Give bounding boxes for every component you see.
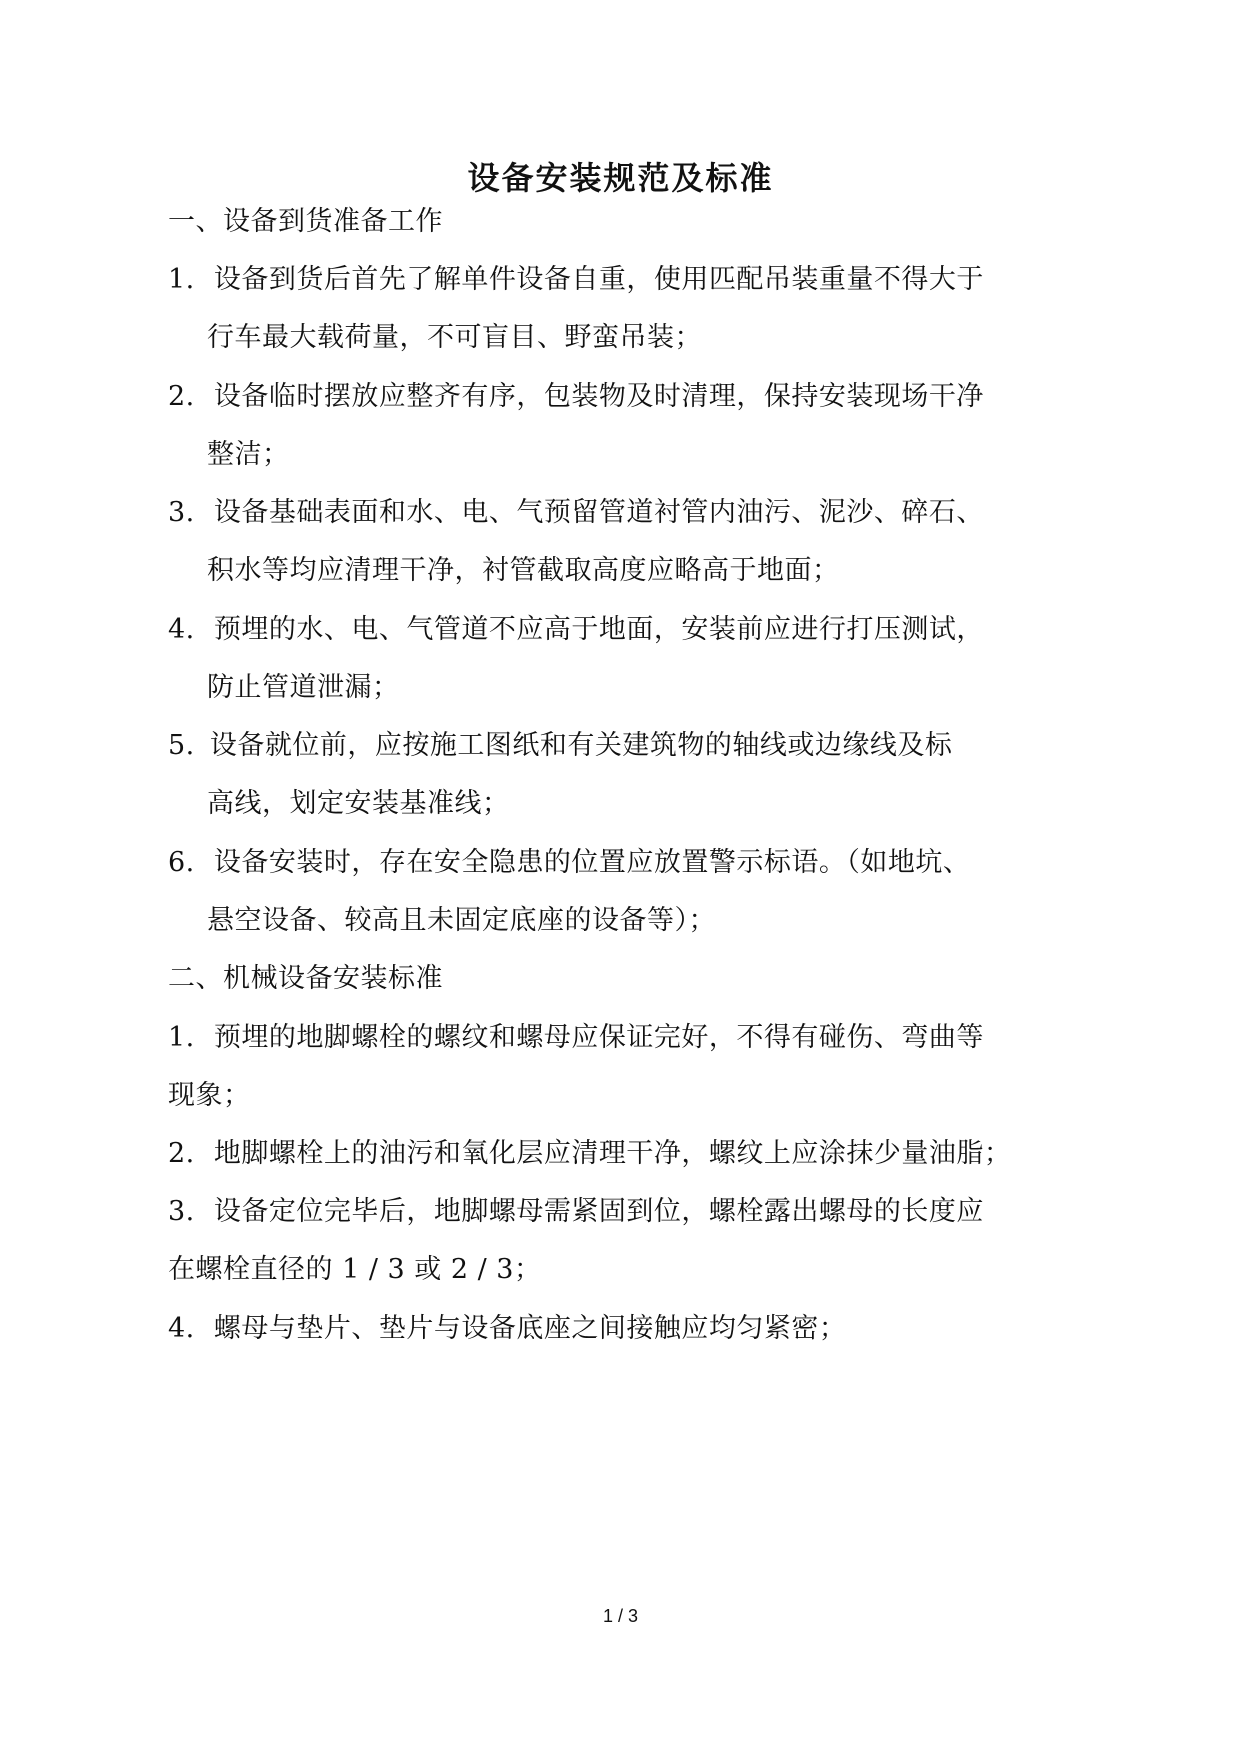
list-item-1-5-cont: 高线，划定安装基准线； <box>207 788 510 819</box>
list-item-1-3-cont: 积水等均应清理干净，衬管截取高度应略高于地面； <box>207 555 840 586</box>
list-item-2-4 <box>168 1312 846 1346</box>
section-heading-2: 二、机械设备安装标准 <box>168 963 443 994</box>
item-number: 4. <box>168 614 195 645</box>
item-text: 设备定位完毕后，地脚螺母需紧固到位，螺栓露出螺母的长度应 <box>213 1196 984 1227</box>
item-number: 6. <box>168 847 195 878</box>
list-item-2-3 <box>168 1195 984 1229</box>
item-number: 2. <box>168 1138 195 1169</box>
list-item-1-2-cont: 整洁； <box>207 439 290 470</box>
list-item-1-1 <box>168 263 984 297</box>
list-item-1-2 <box>168 380 984 414</box>
list-item-2-1 <box>168 1021 984 1055</box>
item-number: 3. <box>168 497 195 528</box>
list-item-1-6-cont: 悬空设备、较高且未固定底座的设备等）； <box>207 905 716 936</box>
item-number: 1. <box>168 264 195 295</box>
item-number: 4. <box>168 1313 195 1344</box>
item-number: 1. <box>168 1022 195 1053</box>
item-text: 地脚螺栓上的油污和氧化层应清理干净，螺纹上应涂抹少量油脂； <box>213 1138 1012 1169</box>
section-heading-1: 一、设备到货准备工作 <box>168 206 443 237</box>
item-text: 预埋的地脚螺栓的螺纹和螺母应保证完好，不得有碰伤、弯曲等 <box>213 1022 984 1053</box>
item-text: 螺母与垫片、垫片与设备底座之间接触应均匀紧密； <box>213 1313 847 1344</box>
item-text: 设备基础表面和水、电、气预留管道衬管内油污、泥沙、碎石、 <box>213 497 984 528</box>
page-number: 1 / 3 <box>602 1606 639 1626</box>
item-text: 设备就位前，应按施工图纸和有关建筑物的轴线或边缘线及标 <box>209 730 953 761</box>
item-text: 设备安装时，存在安全隐患的位置应放置警示标语。（如地坑、 <box>213 847 971 878</box>
item-number: 5. <box>168 730 195 761</box>
document-title: 设备安装规范及标准 <box>467 159 774 197</box>
list-item-1-6 <box>168 846 970 880</box>
list-item-2-1-cont: 现象； <box>168 1080 251 1111</box>
item-text: 设备到货后首先了解单件设备自重，使用匹配吊装重量不得大于 <box>213 264 984 295</box>
item-text: 预埋的水、电、气管道不应高于地面，安装前应进行打压测试， <box>213 614 984 645</box>
list-item-1-3 <box>168 496 984 530</box>
item-text: 设备临时摆放应整齐有序，包装物及时清理，保持安装现场干净 <box>213 381 984 412</box>
list-item-1-4-cont: 防止管道泄漏； <box>207 672 400 703</box>
list-item-1-4 <box>168 613 984 647</box>
list-item-1-5 <box>168 729 952 763</box>
list-item-2-3-cont: 在螺栓直径的 1 / 3 或 2 / 3； <box>168 1254 542 1285</box>
list-item-1-1-cont: 行车最大载荷量，不可盲目、野蛮吊装； <box>207 322 702 353</box>
item-number: 2. <box>168 381 195 412</box>
list-item-2-2 <box>168 1137 1011 1171</box>
item-number: 3. <box>168 1196 195 1227</box>
